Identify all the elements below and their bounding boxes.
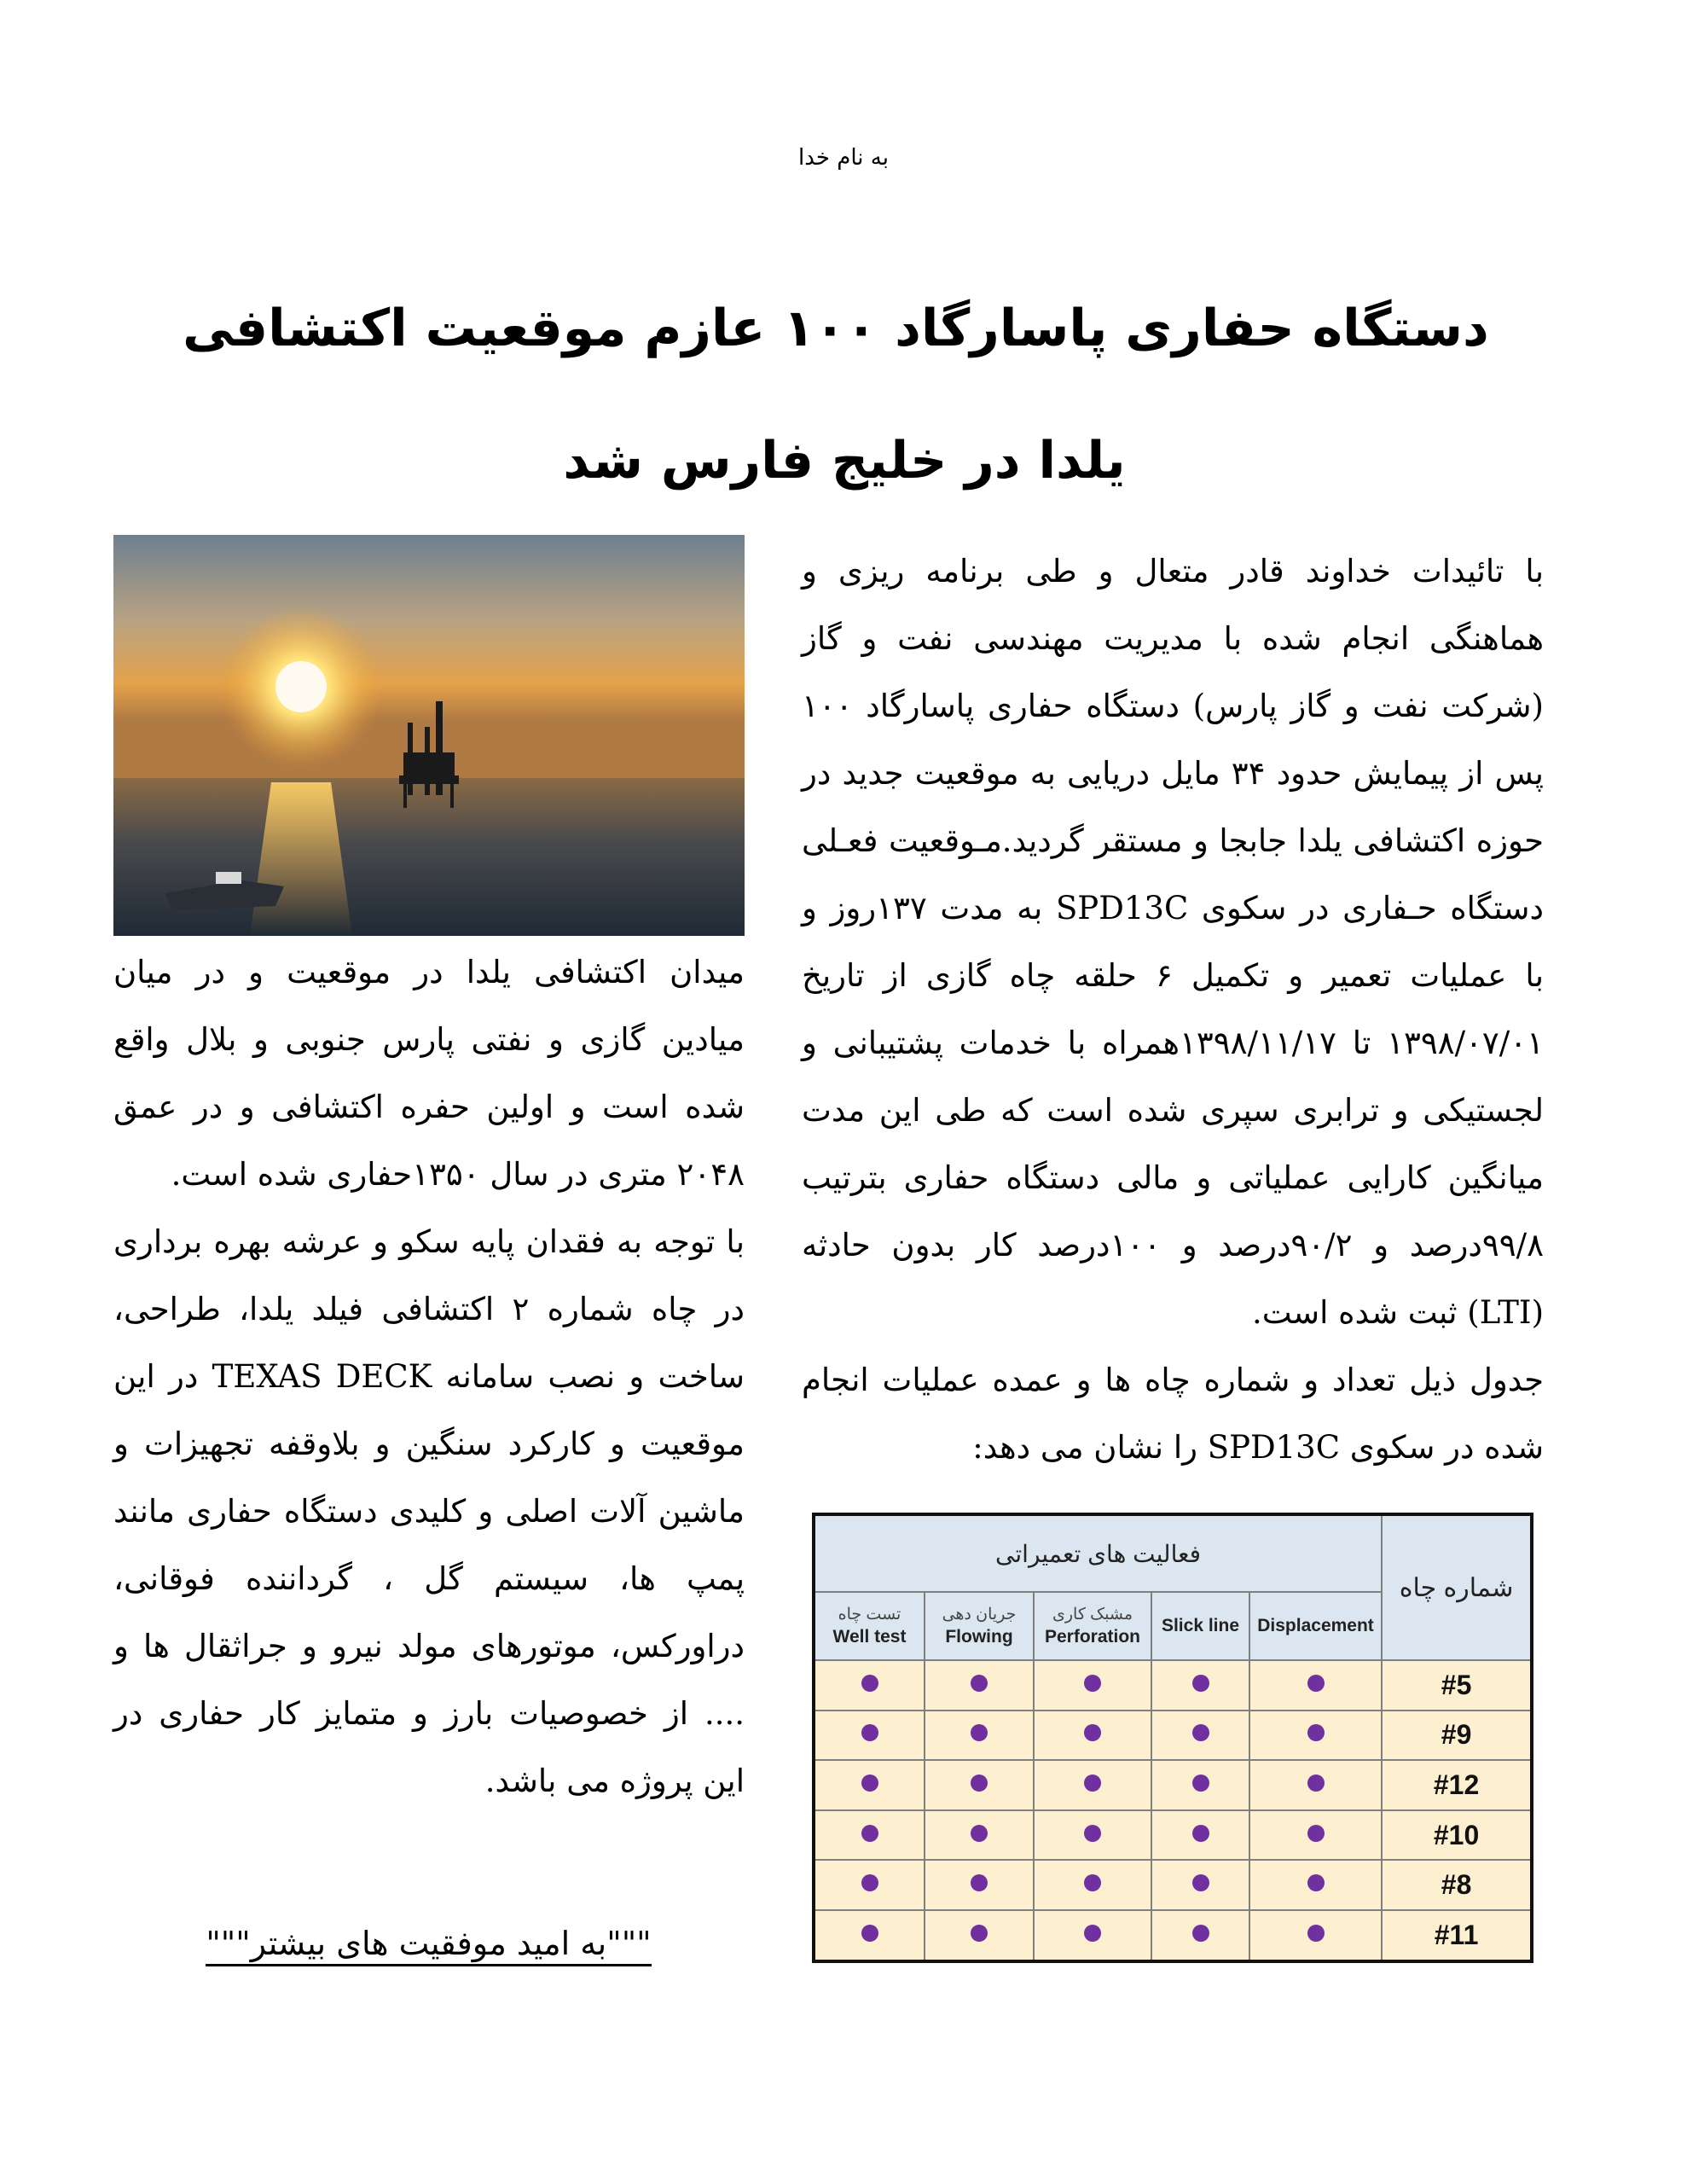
check-dot-icon (861, 1774, 878, 1792)
well-number-cell: #8 (1382, 1860, 1532, 1910)
activity-header-fa: مشبک کاری (1052, 1606, 1133, 1623)
check-dot-icon (1307, 1675, 1325, 1692)
offshore-rig-sunset-photo (113, 535, 745, 936)
check-dot-icon (971, 1874, 988, 1891)
table-row (814, 1760, 1532, 1810)
activity-header-fa: تست چاه (838, 1606, 901, 1623)
check-dot-icon (1192, 1874, 1209, 1891)
check-dot-icon (861, 1724, 878, 1741)
activity-cell (1151, 1860, 1249, 1910)
article-title-line-2: یلدا در خلیج فارس شد (563, 431, 1126, 491)
check-dot-icon (1084, 1825, 1101, 1842)
activity-cell (1151, 1810, 1249, 1861)
activity-header-displacement (1249, 1592, 1382, 1660)
activity-header-en: Displacement (1257, 1616, 1374, 1635)
check-dot-icon (971, 1675, 988, 1692)
activity-cell (1151, 1910, 1249, 1961)
article-title-line-1: دستگاه حفاری پاسارگاد ۱۰۰ عازم موقعیت اکتشافی (183, 299, 1489, 358)
check-dot-icon (971, 1774, 988, 1792)
check-dot-icon (1307, 1774, 1325, 1792)
body-paragraph: با تائیدات خداوند قادر متعال و طی برنامه ریزی و هماهنگی انجام شده با مدیریت مهندسی نفت و گاز (شرکت نفت و گاز پارس) دستگاه حفاری پاسارگاد ۱۰۰ پس از پیمایش حدود ۳۴ مایل دریایی به موقعیت جدید در حوزه اکتشافی یلدا جابجا و مستقر گردید.مـوقعیت فعـلی دستگاه حـفاری در سکوی SPD13C به مدت ۱۳۷روز و با عملیات تعمیر و تکمیل ۶ حلقه چاه گازی از تاریخ ۱۳۹۸/۰۷/۰۱ تا ۱۳۹۸/۱۱/۱۷همراه با خدمات پشتیبانی و لجستیکی و ترابری سپری شده است که طی این مدت میانگین کارایی عملیاتی و مالی دستگاه حفاری بترتیب ۹۹/۸درصد و ۹۰/۲درصد و ۱۰۰درصد کار بدون حادثه (LTI) ثبت شده است. (802, 553, 1545, 1331)
table-row (814, 1860, 1532, 1910)
check-dot-icon (1192, 1925, 1209, 1942)
activity-cell (1034, 1860, 1151, 1910)
table-row (814, 1910, 1532, 1961)
activity-cell (814, 1760, 925, 1810)
activity-cell (1034, 1760, 1151, 1810)
table-row (814, 1711, 1532, 1761)
check-dot-icon (861, 1675, 878, 1692)
activity-cell (1034, 1910, 1151, 1961)
check-dot-icon (1307, 1825, 1325, 1842)
well-number-cell: #11 (1382, 1910, 1532, 1961)
body-paragraph: جدول ذیل تعداد و شماره چاه ها و عمده عملیات انجام شده در سکوی SPD13C را نشان می دهد: (802, 1362, 1544, 1466)
activity-cell (1034, 1810, 1151, 1861)
body-paragraph: میدان اکتشافی یلدا در موقعیت و در میان میادین گازی و نفتی پارس جنوبی و بلال واقع شده است و اولین حفره اکتشافی و در عمق ۲۰۴۸ متری در سال ۱۳۵۰حفاری شده است. (113, 954, 745, 1193)
check-dot-icon (1192, 1724, 1209, 1741)
check-dot-icon (1192, 1774, 1209, 1792)
check-dot-icon (1084, 1925, 1101, 1942)
activity-cell (814, 1910, 925, 1961)
check-dot-icon (861, 1925, 878, 1942)
activity-header-fa: جریان دهی (942, 1606, 1017, 1623)
activity-cell (1151, 1711, 1249, 1761)
activity-cell (1249, 1760, 1382, 1810)
well-number-cell: #12 (1382, 1760, 1532, 1810)
article-body-right-column (802, 537, 1544, 1481)
check-dot-icon (971, 1724, 988, 1741)
check-dot-icon (861, 1874, 878, 1891)
activity-cell (1151, 1660, 1249, 1711)
activity-cell (1034, 1660, 1151, 1711)
check-dot-icon (1084, 1724, 1101, 1741)
activity-cell (925, 1860, 1034, 1910)
activity-cell (925, 1711, 1034, 1761)
check-dot-icon (1084, 1675, 1101, 1692)
activity-cell (925, 1810, 1034, 1861)
activity-header-en: Slick line (1161, 1616, 1240, 1635)
activity-cell (1034, 1711, 1151, 1761)
basmala-header: به نام خدا (798, 145, 889, 171)
activity-header-slick-line (1151, 1592, 1249, 1660)
activity-cell (814, 1711, 925, 1761)
activity-cell (1249, 1910, 1382, 1961)
check-dot-icon (1192, 1675, 1209, 1692)
activity-header-en: Well test (832, 1627, 907, 1647)
check-dot-icon (1307, 1724, 1325, 1741)
table-row (814, 1660, 1532, 1711)
maintenance-activities-table (812, 1513, 1530, 1963)
group-header: فعالیت های تعمیراتی (814, 1514, 1382, 1592)
activity-cell (1151, 1760, 1249, 1810)
article-body-left-column (113, 938, 745, 1815)
body-paragraph: با توجه به فقدان پایه سکو و عرشه بهره برداری در چاه شماره ۲ اکتشافی فیلد یلدا، طراحی، ساخت و نصب سامانه TEXAS DECK در این موقعیت و کارکرد سنگین و بلاوقفه تجهیزات و ماشین آلات اصلی و کلیدی دستگاه حفاری مانند پمپ ها، سیستم گل ، گردانند‌ه فوقانی، دراورکس، موتورهای مولد نیرو و جراثقال ها و .... از خصوصیات بارز و متمایز کار حفاری در این پروژه می باشد. (113, 1223, 745, 1799)
activity-cell (814, 1660, 925, 1711)
check-dot-icon (1084, 1874, 1101, 1891)
check-dot-icon (861, 1825, 878, 1842)
closing-text: """به امید موفقیت های بیشتر""" (206, 1925, 651, 1966)
table-row (814, 1810, 1532, 1861)
closing-line (196, 1918, 661, 1969)
activity-cell (1249, 1711, 1382, 1761)
well-number-cell: #10 (1382, 1810, 1532, 1861)
check-dot-icon (1084, 1774, 1101, 1792)
check-dot-icon (971, 1925, 988, 1942)
activity-cell (925, 1760, 1034, 1810)
well-number-header: شماره چاه (1382, 1514, 1532, 1660)
activity-cell (925, 1910, 1034, 1961)
activity-cell (925, 1660, 1034, 1711)
activity-cell (814, 1810, 925, 1861)
activity-cell (1249, 1860, 1382, 1910)
activity-header-en: Flowing (945, 1627, 1013, 1647)
activity-header-en: Perforation (1044, 1627, 1140, 1647)
activity-cell (1249, 1660, 1382, 1711)
activity-cell (1249, 1810, 1382, 1861)
activity-header-well-test (814, 1592, 925, 1660)
activity-header-perforation (1034, 1592, 1151, 1660)
well-number-cell: #5 (1382, 1660, 1532, 1711)
check-dot-icon (1192, 1825, 1209, 1842)
check-dot-icon (1307, 1874, 1325, 1891)
well-number-cell: #9 (1382, 1711, 1532, 1761)
check-dot-icon (971, 1825, 988, 1842)
check-dot-icon (1307, 1925, 1325, 1942)
activity-cell (814, 1860, 925, 1910)
activity-header-flowing (925, 1592, 1034, 1660)
activities-table (812, 1513, 1533, 1963)
